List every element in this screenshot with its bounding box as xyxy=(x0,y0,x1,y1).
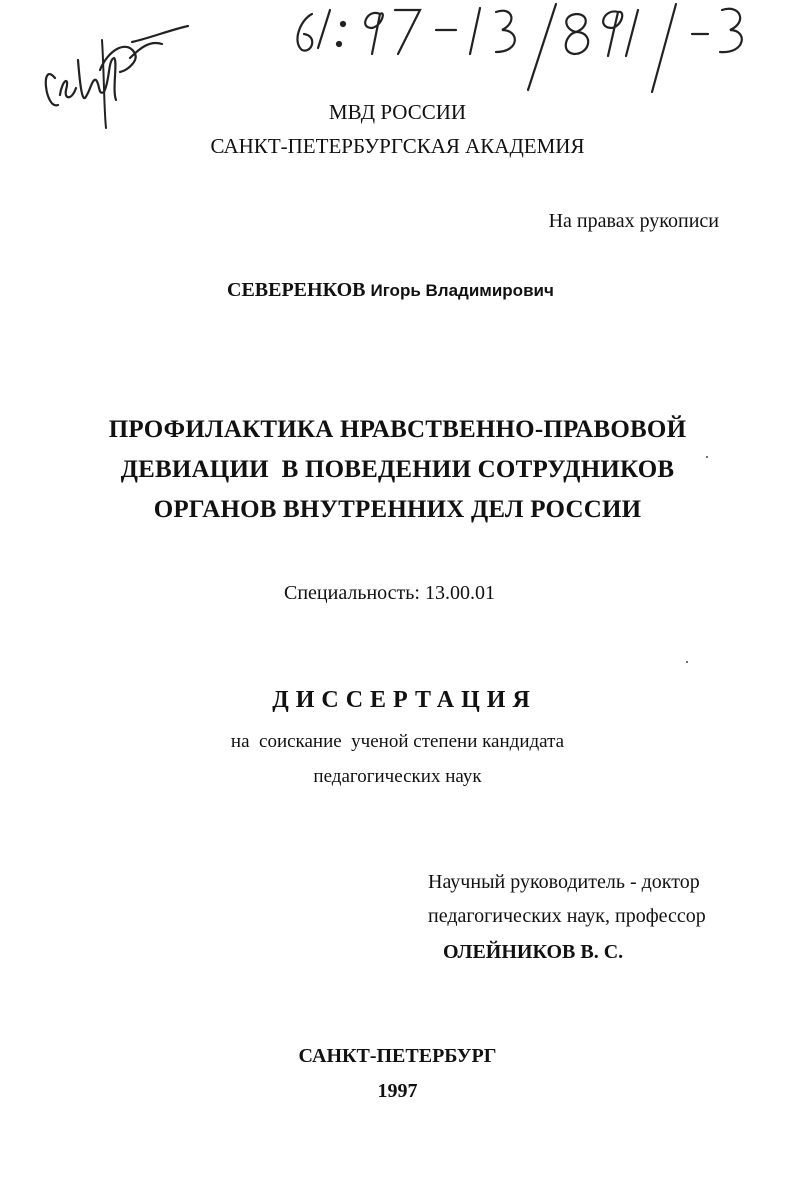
degree-purpose-line-1: на соискание ученой степени кандидата xyxy=(230,731,565,752)
dissertation-title-line-1: ПРОФИЛАКТИКА НРАВСТВЕННО-ПРАВОВОЙ xyxy=(108,416,687,443)
degree-purpose-line-2: педагогических наук xyxy=(313,766,482,787)
manuscript-rights-note: На правах рукописи xyxy=(548,210,719,232)
advisor-name: ОЛЕЙНИКОВ В. С. xyxy=(443,941,624,963)
specialty-code: Специальность: 13.00.01 xyxy=(284,582,495,604)
scan-speck xyxy=(686,661,688,663)
handwritten-archive-number xyxy=(132,4,742,92)
author-surname: СЕВЕРЕНКОВ xyxy=(227,279,366,301)
author-given-names: Игорь Владимирович xyxy=(370,281,554,300)
document-type: ДИССЕРТАЦИЯ xyxy=(272,687,537,713)
city: САНКТ-ПЕТЕРБУРГ xyxy=(298,1045,497,1067)
advisor-line-2: педагогических наук, профессор xyxy=(428,905,706,927)
advisor-line-1: Научный руководитель - доктор xyxy=(428,871,700,893)
scan-speck xyxy=(706,456,708,458)
author-name xyxy=(227,279,554,302)
academy-name: САНКТ-ПЕТЕРБУРГСКАЯ АКАДЕМИЯ xyxy=(210,134,585,158)
year: 1997 xyxy=(377,1080,418,1102)
ministry-name: МВД РОССИИ xyxy=(328,100,467,124)
dissertation-title-line-2: ДЕВИАЦИИ В ПОВЕДЕНИИ СОТРУДНИКОВ xyxy=(120,456,675,483)
dissertation-title-line-3: ОРГАНОВ ВНУТРЕННИХ ДЕЛ РОССИИ xyxy=(153,496,642,523)
